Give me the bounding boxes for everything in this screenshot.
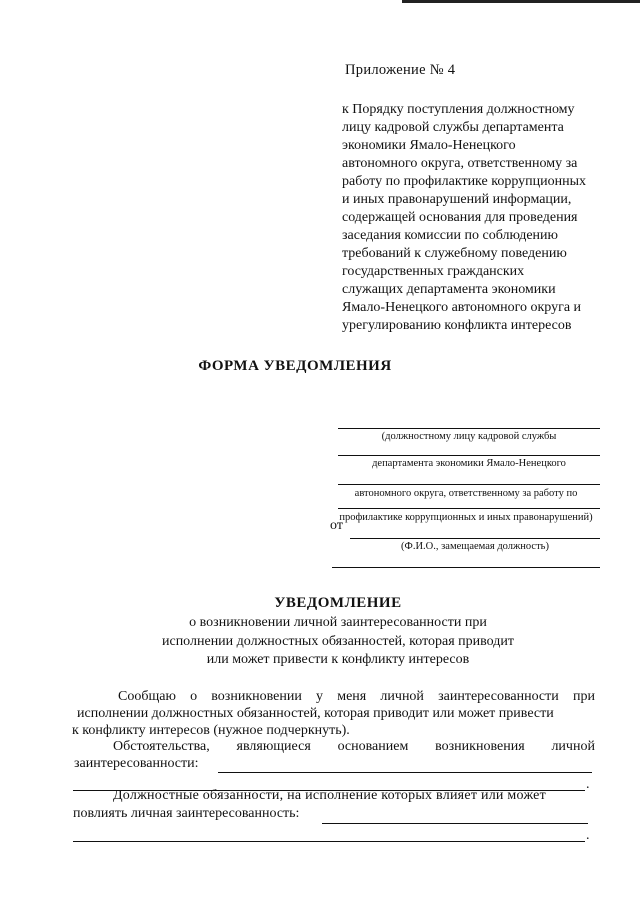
line-end-period: . xyxy=(586,828,590,843)
addressee-line xyxy=(338,484,600,485)
appendix-line: урегулированию конфликта интересов xyxy=(342,318,572,333)
notice-title-text: УВЕДОМЛЕНИЕ xyxy=(274,595,402,611)
word: являющиеся xyxy=(236,739,311,754)
word: меня xyxy=(337,689,367,704)
paragraph-2-line-1 xyxy=(113,739,595,755)
duties-fill-line xyxy=(73,841,585,842)
word: личной xyxy=(380,689,424,704)
word: возникновении xyxy=(211,689,302,704)
duties-fill-line xyxy=(322,823,588,824)
word: при xyxy=(572,689,595,704)
paragraph-1-line-2: исполнении должностных обязанностей, которая приводит или может привести xyxy=(77,706,554,721)
from-line xyxy=(350,538,600,539)
addressee-caption: профилактике коррупционных и иных правонарушений) xyxy=(339,512,593,523)
form-title-text: ФОРМА УВЕДОМЛЕНИЯ xyxy=(198,358,392,374)
addressee-caption: департамента экономики Ямало-Ненецкого xyxy=(372,458,566,469)
paragraph-1-line-1 xyxy=(118,689,595,705)
notice-title xyxy=(0,595,640,612)
word: возникновения xyxy=(435,739,525,754)
word: у xyxy=(316,689,324,704)
word: Сообщаю xyxy=(118,689,176,704)
top-border-line xyxy=(402,0,640,3)
appendix-line: государственных гражданских xyxy=(342,264,525,279)
word: о xyxy=(190,689,198,704)
notice-subtitle-line: исполнении должностных обязанностей, которая приводит xyxy=(161,634,514,649)
notice-subtitle-line: о возникновении личной заинтересованности при xyxy=(189,615,487,630)
appendix-line: служащих департамента экономики xyxy=(342,282,556,297)
appendix-line: заседания комиссии по соблюдению xyxy=(342,228,559,243)
word: основанием xyxy=(337,739,409,754)
notice-subtitle-line: или может привести к конфликту интересов xyxy=(206,652,470,667)
word: Обстоятельства, xyxy=(113,739,210,754)
paragraph-2-line-2: заинтересованности: xyxy=(74,756,199,771)
appendix-line: лицу кадровой службы департамента xyxy=(342,120,564,135)
appendix-title: Приложение № 4 xyxy=(345,62,456,78)
addressee-line xyxy=(338,508,600,509)
from-caption: (Ф.И.О., замещаемая должность) xyxy=(401,541,549,552)
paragraph-3-line-1: Должностные обязанности, на исполнение которых влияет или может xyxy=(113,788,547,803)
word: личной xyxy=(551,739,595,754)
paragraph-1-line-3: к конфликту интересов (нужное подчеркнуть). xyxy=(72,723,350,738)
addressee-caption: автономного округа, ответственному за работу по xyxy=(354,488,578,499)
appendix-line: Ямало-Ненецкого автономного округа и xyxy=(342,300,582,315)
signature-line xyxy=(332,567,600,568)
addressee-line xyxy=(338,455,600,456)
appendix-line: содержащей основания для проведения xyxy=(342,210,578,225)
appendix-text xyxy=(342,101,632,335)
word: заинтересованности xyxy=(438,689,559,704)
notice-subtitle xyxy=(0,652,640,668)
paragraph-3-line-2: повлиять личная заинтересованность: xyxy=(73,806,300,821)
appendix-line: к Порядку поступления должностному xyxy=(342,102,575,117)
circumstances-fill-line xyxy=(218,772,592,773)
notice-subtitle xyxy=(0,615,640,631)
appendix-line: экономики Ямало-Ненецкого xyxy=(342,138,516,153)
appendix-line: работу по профилактике коррупционных xyxy=(342,174,587,189)
line-end-period: . xyxy=(586,777,590,792)
notice-subtitle xyxy=(0,634,640,650)
appendix-line: автономного округа, ответственному за xyxy=(342,156,578,171)
from-label: от xyxy=(330,518,343,533)
addressee-line xyxy=(338,428,600,429)
form-title xyxy=(0,358,640,375)
appendix-line: требований к служебному поведению xyxy=(342,246,567,261)
appendix-line: и иных правонарушений информации, xyxy=(342,192,572,207)
addressee-caption: (должностному лицу кадровой службы xyxy=(381,431,557,442)
